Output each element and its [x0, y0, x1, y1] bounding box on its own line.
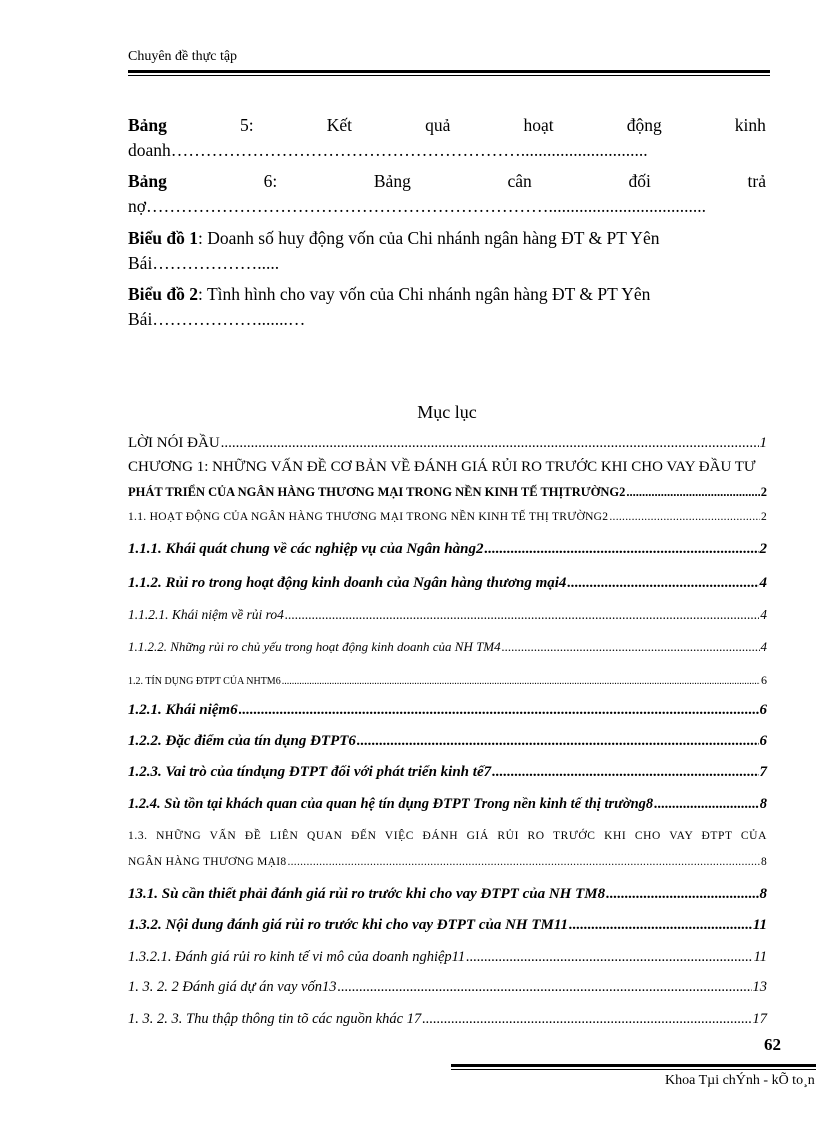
toc-page-number: 8 [759, 886, 767, 902]
lof-word: trả [747, 171, 766, 191]
header-rule-thick [128, 70, 770, 73]
lof-colon: : [272, 171, 278, 191]
toc-entry-text: 1.2.2. Đặc điểm của tín dụng ĐTPT6 [128, 733, 356, 749]
lof-item-bang-5 [128, 113, 766, 163]
lof-colon: : [248, 115, 254, 135]
toc-entry-text: 1.1.1. Khái quát chung về các nghiệp vụ của Ngân hàng2 [128, 541, 484, 557]
toc-page-number: 1 [759, 435, 767, 451]
toc-page-number: 4 [759, 575, 767, 591]
toc-leader [567, 575, 758, 592]
footer-faculty-text: Khoa Tµi chÝnh - kÕ to¸n [665, 1073, 815, 1088]
toc-leader [654, 796, 759, 813]
toc-leader [282, 676, 760, 687]
toc-page-number: 2 [760, 511, 767, 523]
toc-entry[interactable] [128, 949, 767, 966]
lof-number: 5 [240, 115, 249, 135]
toc-entry-text: 1.2.4. Sù tồn tại khách quan của quan hệ tín dụng ĐTPT Trong nền kinh tế thị trường8 [128, 796, 654, 812]
toc-page-number: 8 [760, 856, 767, 868]
toc-entry[interactable] [128, 575, 767, 592]
toc-entry-text: 13.1. Sù cần thiết phải đánh giá rủi ro trước khi cho vay ĐTPT của NH TM8 [128, 886, 606, 902]
footer-rule-thick [451, 1064, 816, 1067]
toc-entry-text: 1.2.1. Khái niệm6 [128, 702, 238, 718]
toc-entry-cont[interactable] [128, 856, 767, 868]
lof-word: đối [628, 171, 651, 191]
toc-entry[interactable] [128, 639, 767, 655]
footer-rule-thin [451, 1069, 816, 1070]
toc-page-number: 6 [759, 702, 767, 718]
lof-label: Biểu đồ 2 [128, 284, 199, 304]
toc-entry-text: 1.2. TÍN DỤNG ĐTPT CỦA NHTM6 [128, 676, 281, 687]
toc-page-number: 7 [759, 764, 767, 780]
toc-page-number: 2 [760, 485, 767, 499]
toc-entry-cont[interactable] [128, 485, 767, 500]
toc-page-number: 11 [753, 949, 767, 965]
header-rule-thin [128, 75, 770, 76]
lof-continuation: Bái………………..... [128, 253, 280, 273]
toc-entry[interactable] [128, 979, 767, 996]
lof-continuation: Bái……………….......… [128, 309, 306, 329]
toc-entry-text: PHÁT TRIỂN CỦA NGÂN HÀNG THƯƠNG MẠI TRONG NỀN KINH TẾ THỊTRƯỜNG2 [128, 485, 626, 499]
toc-page-number: 6 [759, 733, 767, 749]
toc-entry[interactable] [128, 830, 767, 842]
lof-text: : Doanh số huy động vốn của Chi nhánh ngân hàng ĐT & PT Yên [198, 228, 660, 248]
toc-entry[interactable] [128, 796, 767, 813]
lof-item-bang-6 [128, 169, 766, 219]
toc-entry[interactable] [128, 886, 767, 903]
toc-entry-text: CHƯƠNG 1: NHỮNG VẤN ĐỀ CƠ BẢN VỀ ĐÁNH GIÁ RỦI RO TRƯỚC KHI CHO VAY ĐẦU TƯ [128, 459, 756, 475]
toc-entry-text: LỜI NÓI ĐẦU [128, 435, 220, 451]
toc-entry[interactable] [128, 702, 767, 719]
lof-label: Bảng [128, 115, 167, 135]
toc-page-number: 2 [759, 541, 767, 557]
toc-leader [606, 886, 758, 903]
toc-leader [287, 856, 760, 868]
lof-continuation: doanh……………………………………………………............................. [128, 140, 648, 160]
toc-page-number: 17 [752, 1011, 767, 1027]
lof-label: Bảng [128, 171, 167, 191]
toc-page-number: 4 [760, 607, 767, 622]
running-header-title: Chuyên đề thực tập [128, 49, 238, 64]
toc-entry[interactable] [128, 673, 767, 688]
toc-leader [422, 1011, 751, 1028]
toc-entry-text: 1.1.2.2. Những rủi ro chủ yếu trong hoạt động kinh doanh của NH TM4 [128, 639, 501, 654]
lof-text: : Tình hình cho vay vốn của Chi nhánh ngân hàng ĐT & PT Yên [198, 284, 651, 304]
toc-leader [239, 702, 759, 719]
toc-entry[interactable] [128, 733, 767, 750]
toc-leader [285, 607, 759, 623]
toc-page-number: 11 [752, 917, 767, 933]
toc-entry-text: 1.1. HOẠT ĐỘNG CỦA NGÂN HÀNG THƯƠNG MẠI TRONG NỀN KINH TẾ THỊ TRƯỜNG2 [128, 511, 609, 523]
lof-word: cân [507, 171, 532, 191]
toc-entry-text: NGÂN HÀNG THƯƠNG MẠI8 [128, 856, 287, 868]
toc-entry-text: 1.1.2.1. Khái niệm về rủi ro4 [128, 607, 284, 622]
lof-continuation: nợ…………………………………………………………….................................... [128, 196, 707, 216]
toc-leader [569, 917, 752, 934]
toc-leader [502, 639, 760, 655]
toc-leader [221, 435, 759, 452]
toc-entry-text: 1.3.2. Nội dung đánh giá rủi ro trước khi cho vay ĐTPT của NH TM11 [128, 917, 568, 933]
lof-word: Kết [326, 115, 352, 135]
toc-leader [484, 541, 758, 558]
toc-leader [492, 764, 758, 781]
toc-leader [626, 485, 759, 500]
toc-entry-text: 1.3.2.1. Đánh giá rủi ro kinh tế vi mô của doanh nghiệp11 [128, 949, 466, 965]
lof-item-bieu-do-2 [128, 282, 766, 332]
toc-chapter-line1 [128, 459, 767, 476]
lof-label: Biểu đồ 1 [128, 228, 199, 248]
toc-entry[interactable] [128, 917, 767, 934]
toc-entry[interactable] [128, 435, 767, 452]
lof-word: Bảng [373, 171, 411, 191]
toc-entry-text: 1.3. NHỮNG VẤN ĐỀ LIÊN QUAN ĐẾN VIỆC ĐÁNH GIÁ RỦI RO TRƯỚC KHI CHO VAY ĐTPT CỦA [128, 830, 767, 842]
lof-word: động [626, 115, 662, 135]
toc-leader [609, 511, 760, 523]
toc-entry-text: 1.2.3. Vai trò của tíndụng ĐTPT đối với phát triển kinh tế7 [128, 764, 492, 780]
lof-word: hoạt [523, 115, 554, 135]
toc-entry[interactable] [128, 511, 767, 523]
toc-entry[interactable] [128, 1011, 767, 1028]
toc-leader [337, 979, 751, 996]
lof-word: kinh [734, 115, 766, 135]
toc-page-number: 13 [752, 979, 767, 995]
toc-leader [357, 733, 759, 750]
page-number: 62 [764, 1035, 781, 1054]
toc-page-number: 6 [761, 673, 767, 687]
toc-entry-text: 1.1.2. Rủi ro trong hoạt động kinh doanh của Ngân hàng thương mại4 [128, 575, 567, 591]
toc-leader [466, 949, 752, 966]
toc-entry[interactable] [128, 764, 767, 781]
toc-entry-text: 1. 3. 2. 3. Thu thập thông tin tõ các nguồn khác 17 [128, 1011, 422, 1027]
toc-entry[interactable] [128, 459, 767, 476]
toc-entry-text: 1. 3. 2. 2 Đánh giá dự án vay vốn13 [128, 979, 337, 995]
toc-page-number: 8 [759, 796, 767, 812]
lof-number: 6 [263, 171, 273, 191]
toc-entry[interactable] [128, 541, 767, 558]
lof-word: quả [425, 115, 451, 135]
lof-item-bieu-do-1 [128, 226, 766, 276]
toc-title: Mục lục [417, 402, 477, 422]
toc-page-number: 4 [760, 639, 767, 654]
toc-entry[interactable] [128, 607, 767, 623]
